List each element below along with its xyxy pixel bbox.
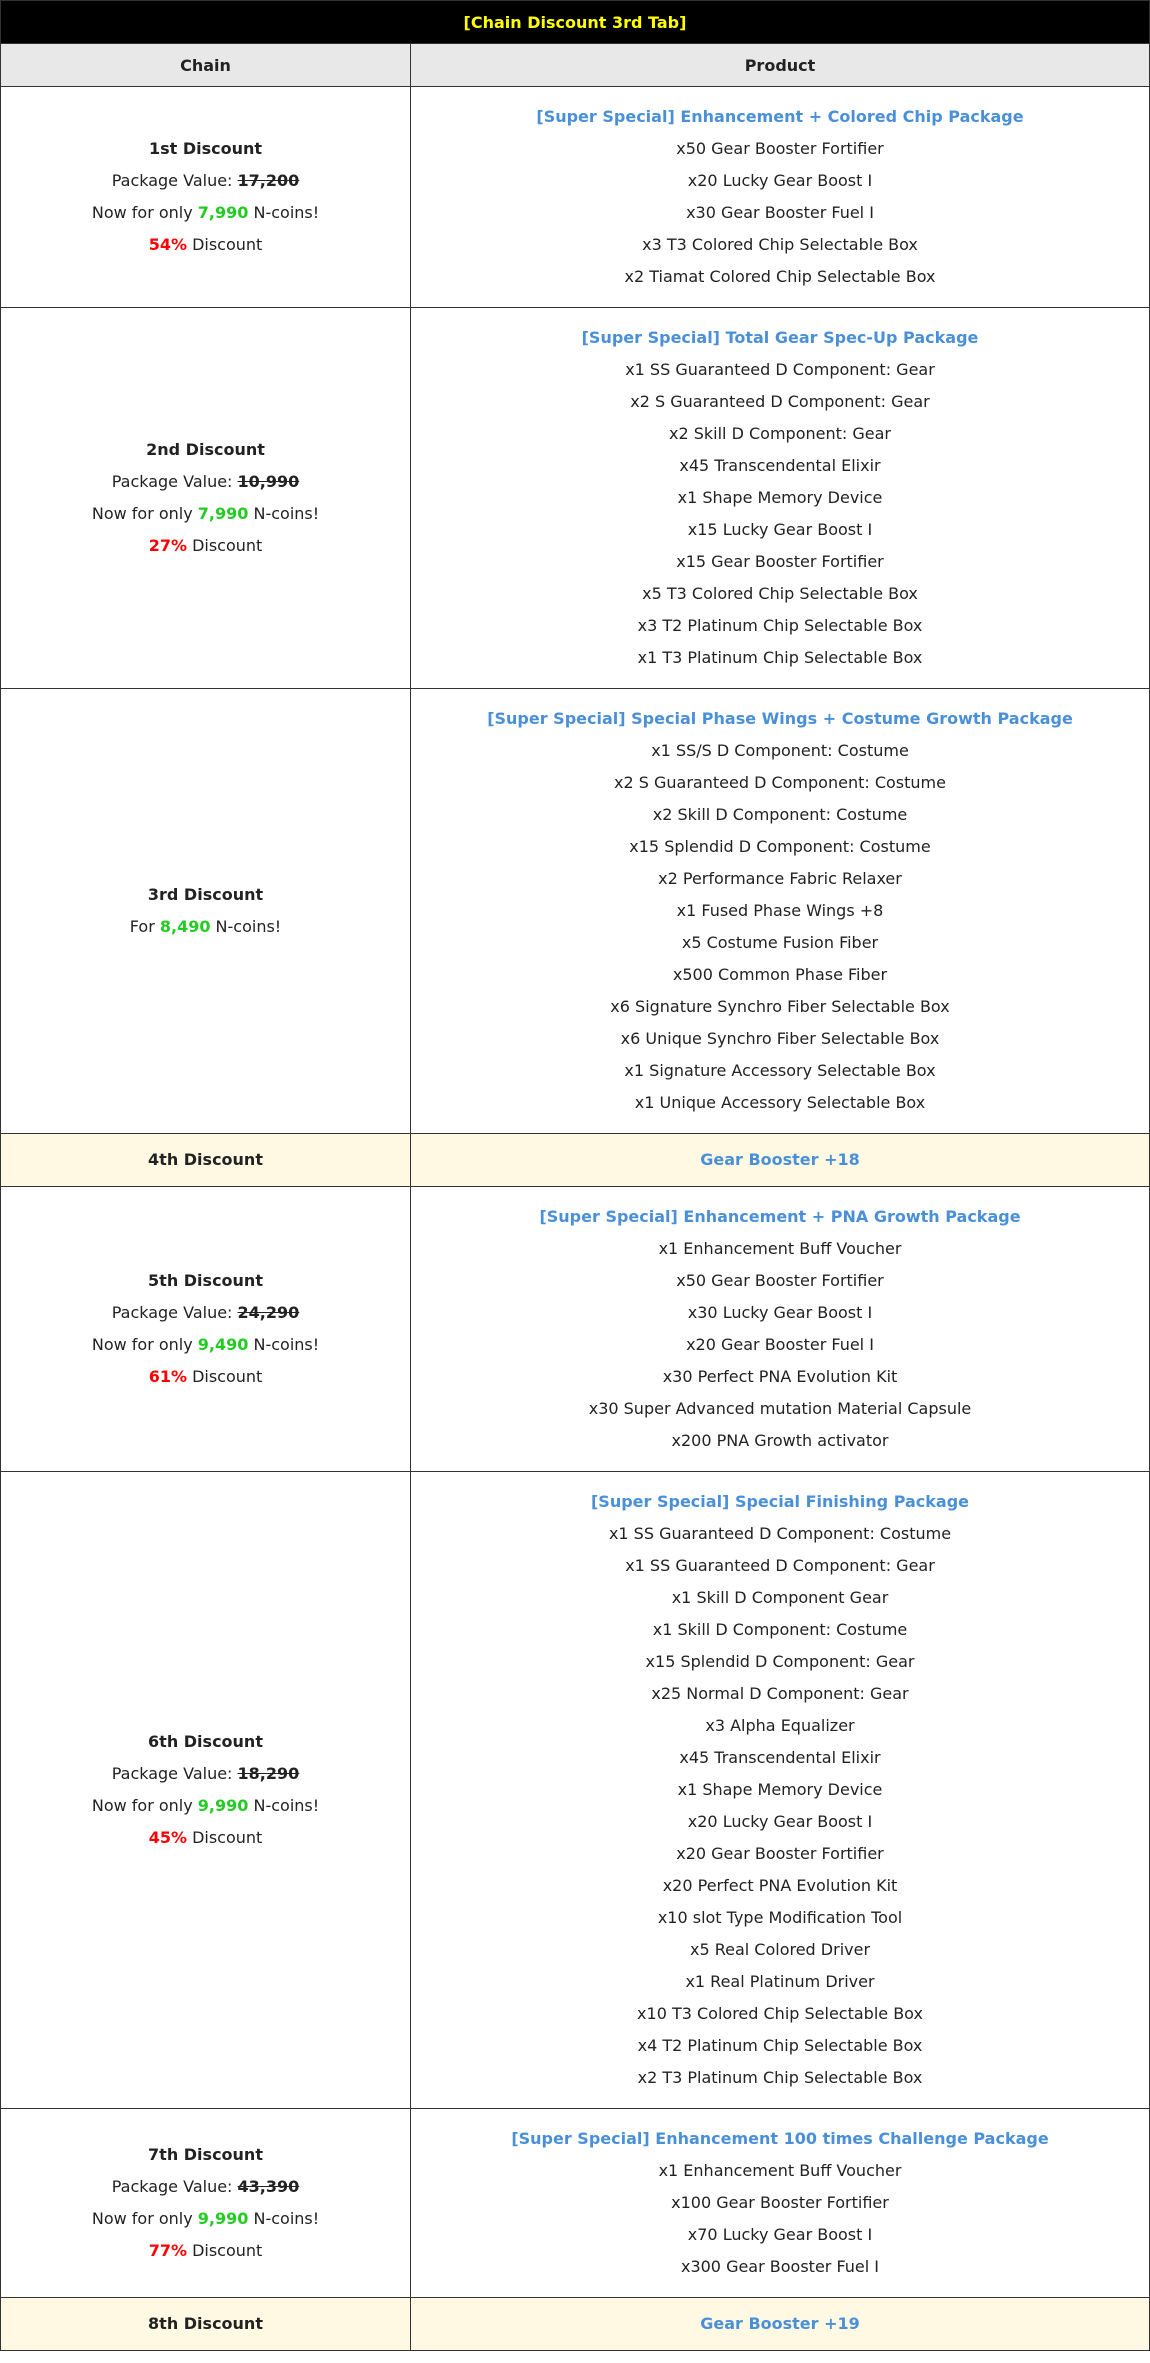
original-price: 10,990 xyxy=(237,472,300,491)
package-item: x25 Normal D Component: Gear xyxy=(651,1684,909,1703)
package-item: x20 Perfect PNA Evolution Kit xyxy=(662,1876,898,1895)
chain-cell xyxy=(1,2109,411,2298)
table-row xyxy=(1,2109,1150,2298)
sale-price-line xyxy=(1,498,410,530)
chain-name: 2nd Discount xyxy=(146,440,265,459)
table-row xyxy=(1,1187,1150,1472)
discount-label: Discount xyxy=(186,536,263,555)
chain-name: 3rd Discount xyxy=(147,885,264,904)
package-item: x3 Alpha Equalizer xyxy=(705,1716,855,1735)
discount-percent: 45% xyxy=(148,1828,187,1847)
package-item: x2 Performance Fabric Relaxer xyxy=(658,869,902,888)
product-cell xyxy=(411,2109,1150,2298)
package-item: x2 Skill D Component: Costume xyxy=(652,805,908,824)
package-value-line xyxy=(1,1758,410,1790)
discount-line xyxy=(1,1822,410,1854)
chain-name: 8th Discount xyxy=(148,2314,263,2333)
now-for-only-label: Now for only xyxy=(91,1335,198,1354)
table-row xyxy=(1,1134,1150,1187)
now-for-only-label: Now for only xyxy=(91,504,198,523)
original-price: 18,290 xyxy=(237,1764,300,1783)
package-item: x20 Lucky Gear Boost I xyxy=(687,171,873,190)
package-item: x20 Gear Booster Fuel I xyxy=(686,1335,874,1354)
product-cell xyxy=(411,1472,1150,2109)
discount-line xyxy=(1,229,410,261)
package-item: x1 Skill D Component: Costume xyxy=(652,1620,908,1639)
package-item: x2 S Guaranteed D Component: Gear xyxy=(630,392,930,411)
package-item: x1 Real Platinum Driver xyxy=(685,1972,875,1991)
package-title: [Super Special] Special Finishing Package xyxy=(590,1492,970,1511)
now-for-only-label: Now for only xyxy=(91,2209,198,2228)
table-row xyxy=(1,87,1150,308)
ncoins-label: N-coins! xyxy=(248,203,320,222)
package-item: x30 Perfect PNA Evolution Kit xyxy=(662,1367,898,1386)
package-title: [Super Special] Special Phase Wings + Costume Growth Package xyxy=(487,709,1073,728)
discount-line xyxy=(1,530,410,562)
package-value-line xyxy=(1,165,410,197)
package-title: [Super Special] Total Gear Spec-Up Package xyxy=(581,328,979,347)
package-item: x2 T3 Platinum Chip Selectable Box xyxy=(637,2068,923,2087)
sale-price: 9,990 xyxy=(197,2209,249,2228)
sale-price-line xyxy=(1,1790,410,1822)
package-item: x20 Gear Booster Fortifier xyxy=(676,1844,884,1863)
package-item: x10 slot Type Modification Tool xyxy=(657,1908,903,1927)
package-item: x5 Real Colored Driver xyxy=(689,1940,871,1959)
package-title: [Super Special] Enhancement 100 times Challenge Package xyxy=(511,2129,1049,2148)
discount-percent: 77% xyxy=(148,2241,187,2260)
sale-price-line xyxy=(1,911,410,943)
package-title: Gear Booster +19 xyxy=(700,2314,860,2333)
product-cell xyxy=(411,308,1150,689)
chain-name: 6th Discount xyxy=(148,1732,263,1751)
package-value-label: Package Value: xyxy=(111,1764,238,1783)
package-item: x30 Gear Booster Fuel I xyxy=(686,203,874,222)
table-title-row xyxy=(1,1,1150,44)
chain-cell xyxy=(1,2298,411,2351)
package-item: x15 Gear Booster Fortifier xyxy=(676,552,884,571)
discount-percent: 54% xyxy=(148,235,187,254)
table-row xyxy=(1,2298,1150,2351)
discount-label: Discount xyxy=(186,235,263,254)
ncoins-label: N-coins! xyxy=(248,504,320,523)
package-item: x1 SS Guaranteed D Component: Gear xyxy=(625,360,935,379)
chain-cell xyxy=(1,1187,411,1472)
chain-name: 5th Discount xyxy=(148,1271,263,1290)
package-item: x1 Fused Phase Wings +8 xyxy=(676,901,884,920)
table-body xyxy=(1,87,1150,2351)
sale-price: 8,490 xyxy=(159,917,211,936)
package-value-label: Package Value: xyxy=(111,472,238,491)
package-item: x6 Unique Synchro Fiber Selectable Box xyxy=(620,1029,940,1048)
discount-label: Discount xyxy=(186,2241,263,2260)
table-header-row xyxy=(1,44,1150,87)
product-cell xyxy=(411,1187,1150,1472)
package-item: x2 Skill D Component: Gear xyxy=(669,424,891,443)
package-value-label: Package Value: xyxy=(111,171,238,190)
original-price: 24,290 xyxy=(237,1303,300,1322)
package-item: x1 SS/S D Component: Costume xyxy=(651,741,909,760)
original-price: 43,390 xyxy=(237,2177,300,2196)
sale-price: 9,990 xyxy=(197,1796,249,1815)
package-value-label: Package Value: xyxy=(111,1303,238,1322)
package-item: x1 Shape Memory Device xyxy=(677,488,883,507)
package-item: x1 T3 Platinum Chip Selectable Box xyxy=(637,648,923,667)
sale-price-line xyxy=(1,1329,410,1361)
chain-name: 1st Discount xyxy=(148,139,263,158)
package-item: x1 Enhancement Buff Voucher xyxy=(658,1239,902,1258)
package-item: x15 Splendid D Component: Gear xyxy=(645,1652,915,1671)
chain-cell xyxy=(1,87,411,308)
package-value-line xyxy=(1,1297,410,1329)
table-row xyxy=(1,308,1150,689)
package-item: x100 Gear Booster Fortifier xyxy=(671,2193,889,2212)
package-item: x2 Tiamat Colored Chip Selectable Box xyxy=(624,267,936,286)
package-item: x45 Transcendental Elixir xyxy=(679,1748,881,1767)
sale-price-line xyxy=(1,2203,410,2235)
original-price: 17,200 xyxy=(237,171,300,190)
package-item: x2 S Guaranteed D Component: Costume xyxy=(614,773,946,792)
sale-price: 7,990 xyxy=(197,504,249,523)
now-for-only-label: Now for only xyxy=(91,1796,198,1815)
product-cell xyxy=(411,689,1150,1134)
package-item: x200 PNA Growth activator xyxy=(671,1431,889,1450)
package-item: x1 Unique Accessory Selectable Box xyxy=(634,1093,926,1112)
package-title: [Super Special] Enhancement + PNA Growth Package xyxy=(539,1207,1021,1226)
product-cell xyxy=(411,1134,1150,1187)
table-row xyxy=(1,689,1150,1134)
package-value-line xyxy=(1,2171,410,2203)
package-item: x6 Signature Synchro Fiber Selectable Box xyxy=(610,997,950,1016)
package-item: x1 Signature Accessory Selectable Box xyxy=(624,1061,936,1080)
table-row xyxy=(1,1472,1150,2109)
package-item: x1 Skill D Component Gear xyxy=(671,1588,889,1607)
package-item: x30 Lucky Gear Boost I xyxy=(687,1303,873,1322)
chain-cell xyxy=(1,689,411,1134)
chain-name: 7th Discount xyxy=(148,2145,263,2164)
table-title: [Chain Discount 3rd Tab] xyxy=(1,1,1150,44)
package-item: x50 Gear Booster Fortifier xyxy=(676,1271,884,1290)
chain-cell xyxy=(1,1134,411,1187)
package-item: x300 Gear Booster Fuel I xyxy=(680,2257,880,2276)
chain-cell xyxy=(1,1472,411,2109)
package-item: x15 Splendid D Component: Costume xyxy=(629,837,931,856)
discount-label: Discount xyxy=(186,1367,263,1386)
discount-line xyxy=(1,1361,410,1393)
ncoins-label: N-coins! xyxy=(248,1335,320,1354)
package-item: x45 Transcendental Elixir xyxy=(679,456,881,475)
package-value-label: Package Value: xyxy=(111,2177,238,2196)
ncoins-label: N-coins! xyxy=(210,917,282,936)
discount-percent: 27% xyxy=(148,536,187,555)
package-item: x3 T2 Platinum Chip Selectable Box xyxy=(637,616,923,635)
ncoins-label: N-coins! xyxy=(248,2209,320,2228)
for-label: For xyxy=(129,917,160,936)
package-item: x1 SS Guaranteed D Component: Gear xyxy=(625,1556,935,1575)
discount-percent: 61% xyxy=(148,1367,187,1386)
sale-price: 9,490 xyxy=(197,1335,249,1354)
package-item: x15 Lucky Gear Boost I xyxy=(687,520,873,539)
discount-line xyxy=(1,2235,410,2267)
package-item: x20 Lucky Gear Boost I xyxy=(687,1812,873,1831)
chain-column-header: Chain xyxy=(1,44,411,87)
package-item: x3 T3 Colored Chip Selectable Box xyxy=(642,235,918,254)
now-for-only-label: Now for only xyxy=(91,203,198,222)
package-title: Gear Booster +18 xyxy=(700,1150,860,1169)
package-item: x1 Enhancement Buff Voucher xyxy=(658,2161,902,2180)
package-value-line xyxy=(1,466,410,498)
sale-price-line xyxy=(1,197,410,229)
chain-name: 4th Discount xyxy=(148,1150,263,1169)
package-item: x4 T2 Platinum Chip Selectable Box xyxy=(637,2036,923,2055)
ncoins-label: N-coins! xyxy=(248,1796,320,1815)
package-item: x5 T3 Colored Chip Selectable Box xyxy=(642,584,918,603)
discount-label: Discount xyxy=(186,1828,263,1847)
sale-price: 7,990 xyxy=(197,203,249,222)
product-cell xyxy=(411,2298,1150,2351)
package-item: x5 Costume Fusion Fiber xyxy=(681,933,879,952)
package-item: x1 SS Guaranteed D Component: Costume xyxy=(608,1524,952,1543)
package-title: [Super Special] Enhancement + Colored Chip Package xyxy=(536,107,1024,126)
package-item: x70 Lucky Gear Boost I xyxy=(687,2225,873,2244)
package-item: x30 Super Advanced mutation Material Capsule xyxy=(588,1399,972,1418)
chain-cell xyxy=(1,308,411,689)
product-cell xyxy=(411,87,1150,308)
package-item: x1 Shape Memory Device xyxy=(677,1780,883,1799)
package-item: x10 T3 Colored Chip Selectable Box xyxy=(637,2004,923,2023)
product-column-header: Product xyxy=(411,44,1150,87)
package-item: x50 Gear Booster Fortifier xyxy=(676,139,884,158)
package-item: x500 Common Phase Fiber xyxy=(672,965,888,984)
